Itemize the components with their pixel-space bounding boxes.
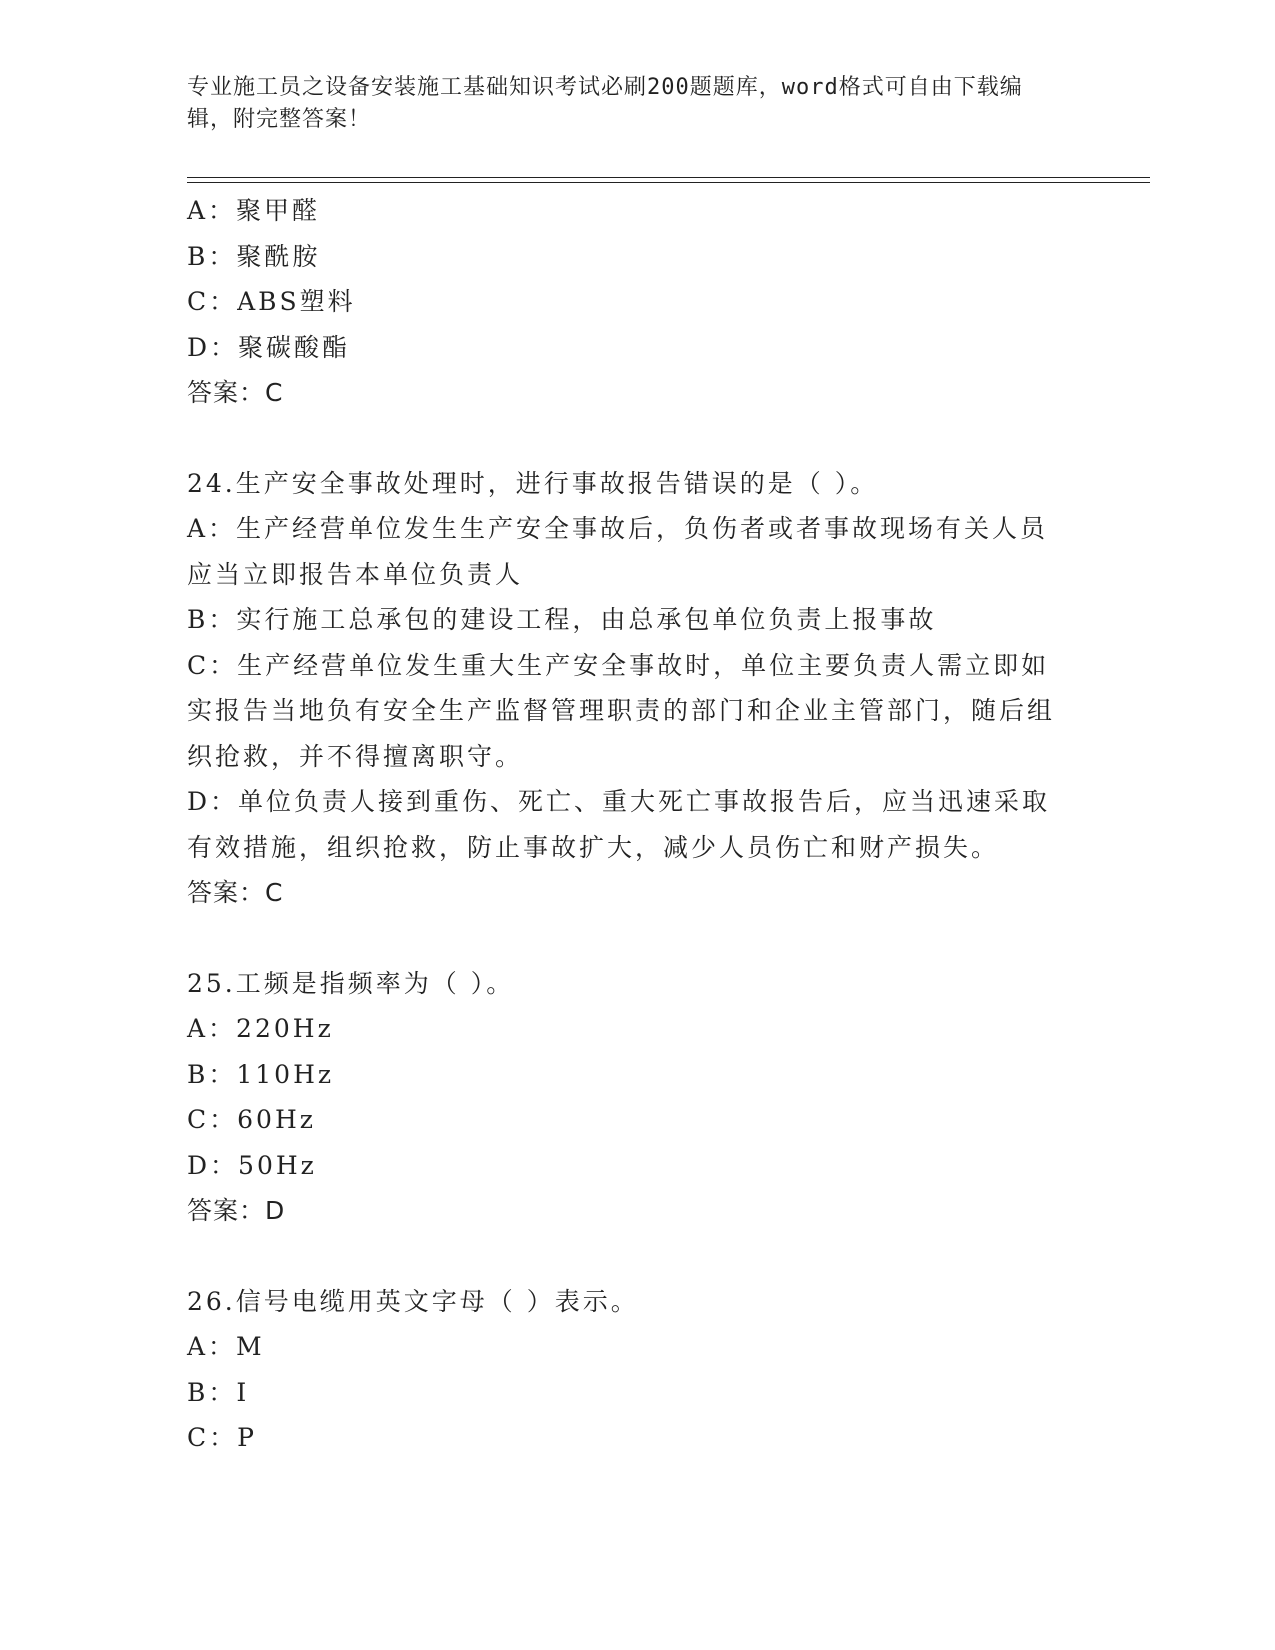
question-list — [187, 188, 1067, 1461]
option-b: B：I — [187, 1377, 250, 1407]
option-c: C：ABS塑料 — [187, 287, 356, 316]
question-text: 25.工频是指频率为（ ）。 — [187, 968, 515, 998]
header-divider-top — [187, 177, 1150, 178]
option-a: A：M — [187, 1332, 265, 1361]
answer-line: 答案：D — [187, 1196, 286, 1225]
header-divider-bottom — [187, 182, 1150, 183]
question-text: 24.生产安全事故处理时，进行事故报告错误的是（ ）。 — [187, 468, 879, 498]
question-24-block — [187, 461, 1067, 916]
answer-line: 答案：C — [187, 378, 284, 407]
option-c: C：生产经营单位发生重大生产安全事故时，单位主要负责人需立即如实报告当地负有安全生产监督管理职责的部门和企业主管部门，随后组织抢救，并不得擅离职守。 — [187, 650, 1056, 771]
option-b: B：聚酰胺 — [187, 241, 321, 271]
option-c: C：60Hz — [187, 1105, 316, 1134]
option-a: A：220Hz — [187, 1014, 334, 1043]
option-c: C：P — [187, 1423, 257, 1452]
option-d: D：聚碳酸酯 — [187, 332, 351, 362]
option-b: B：110Hz — [187, 1059, 335, 1089]
document-header: 专业施工员之设备安装施工基础知识考试必刷200题题库，word格式可自由下载编辑，附完整答案！ — [187, 75, 1023, 132]
question-23-block — [187, 188, 1067, 416]
option-b: B：实行施工总承包的建设工程，由总承包单位负责上报事故 — [187, 605, 937, 634]
answer-line: 答案：C — [187, 878, 284, 907]
option-d: D：单位负责人接到重伤、死亡、重大死亡事故报告后，应当迅速采取有效措施，组织抢救，防止事故扩大，减少人员伤亡和财产损失。 — [187, 787, 1051, 862]
question-text: 26.信号电缆用英文字母（ ）表示。 — [187, 1286, 639, 1316]
option-a: A：聚甲醛 — [187, 196, 321, 225]
question-25-block — [187, 961, 1067, 1234]
option-d: D：50Hz — [187, 1150, 317, 1180]
option-a: A：生产经营单位发生生产安全事故后，负伤者或者事故现场有关人员应当立即报告本单位负责人 — [187, 514, 1049, 589]
question-26-block — [187, 1279, 1067, 1461]
